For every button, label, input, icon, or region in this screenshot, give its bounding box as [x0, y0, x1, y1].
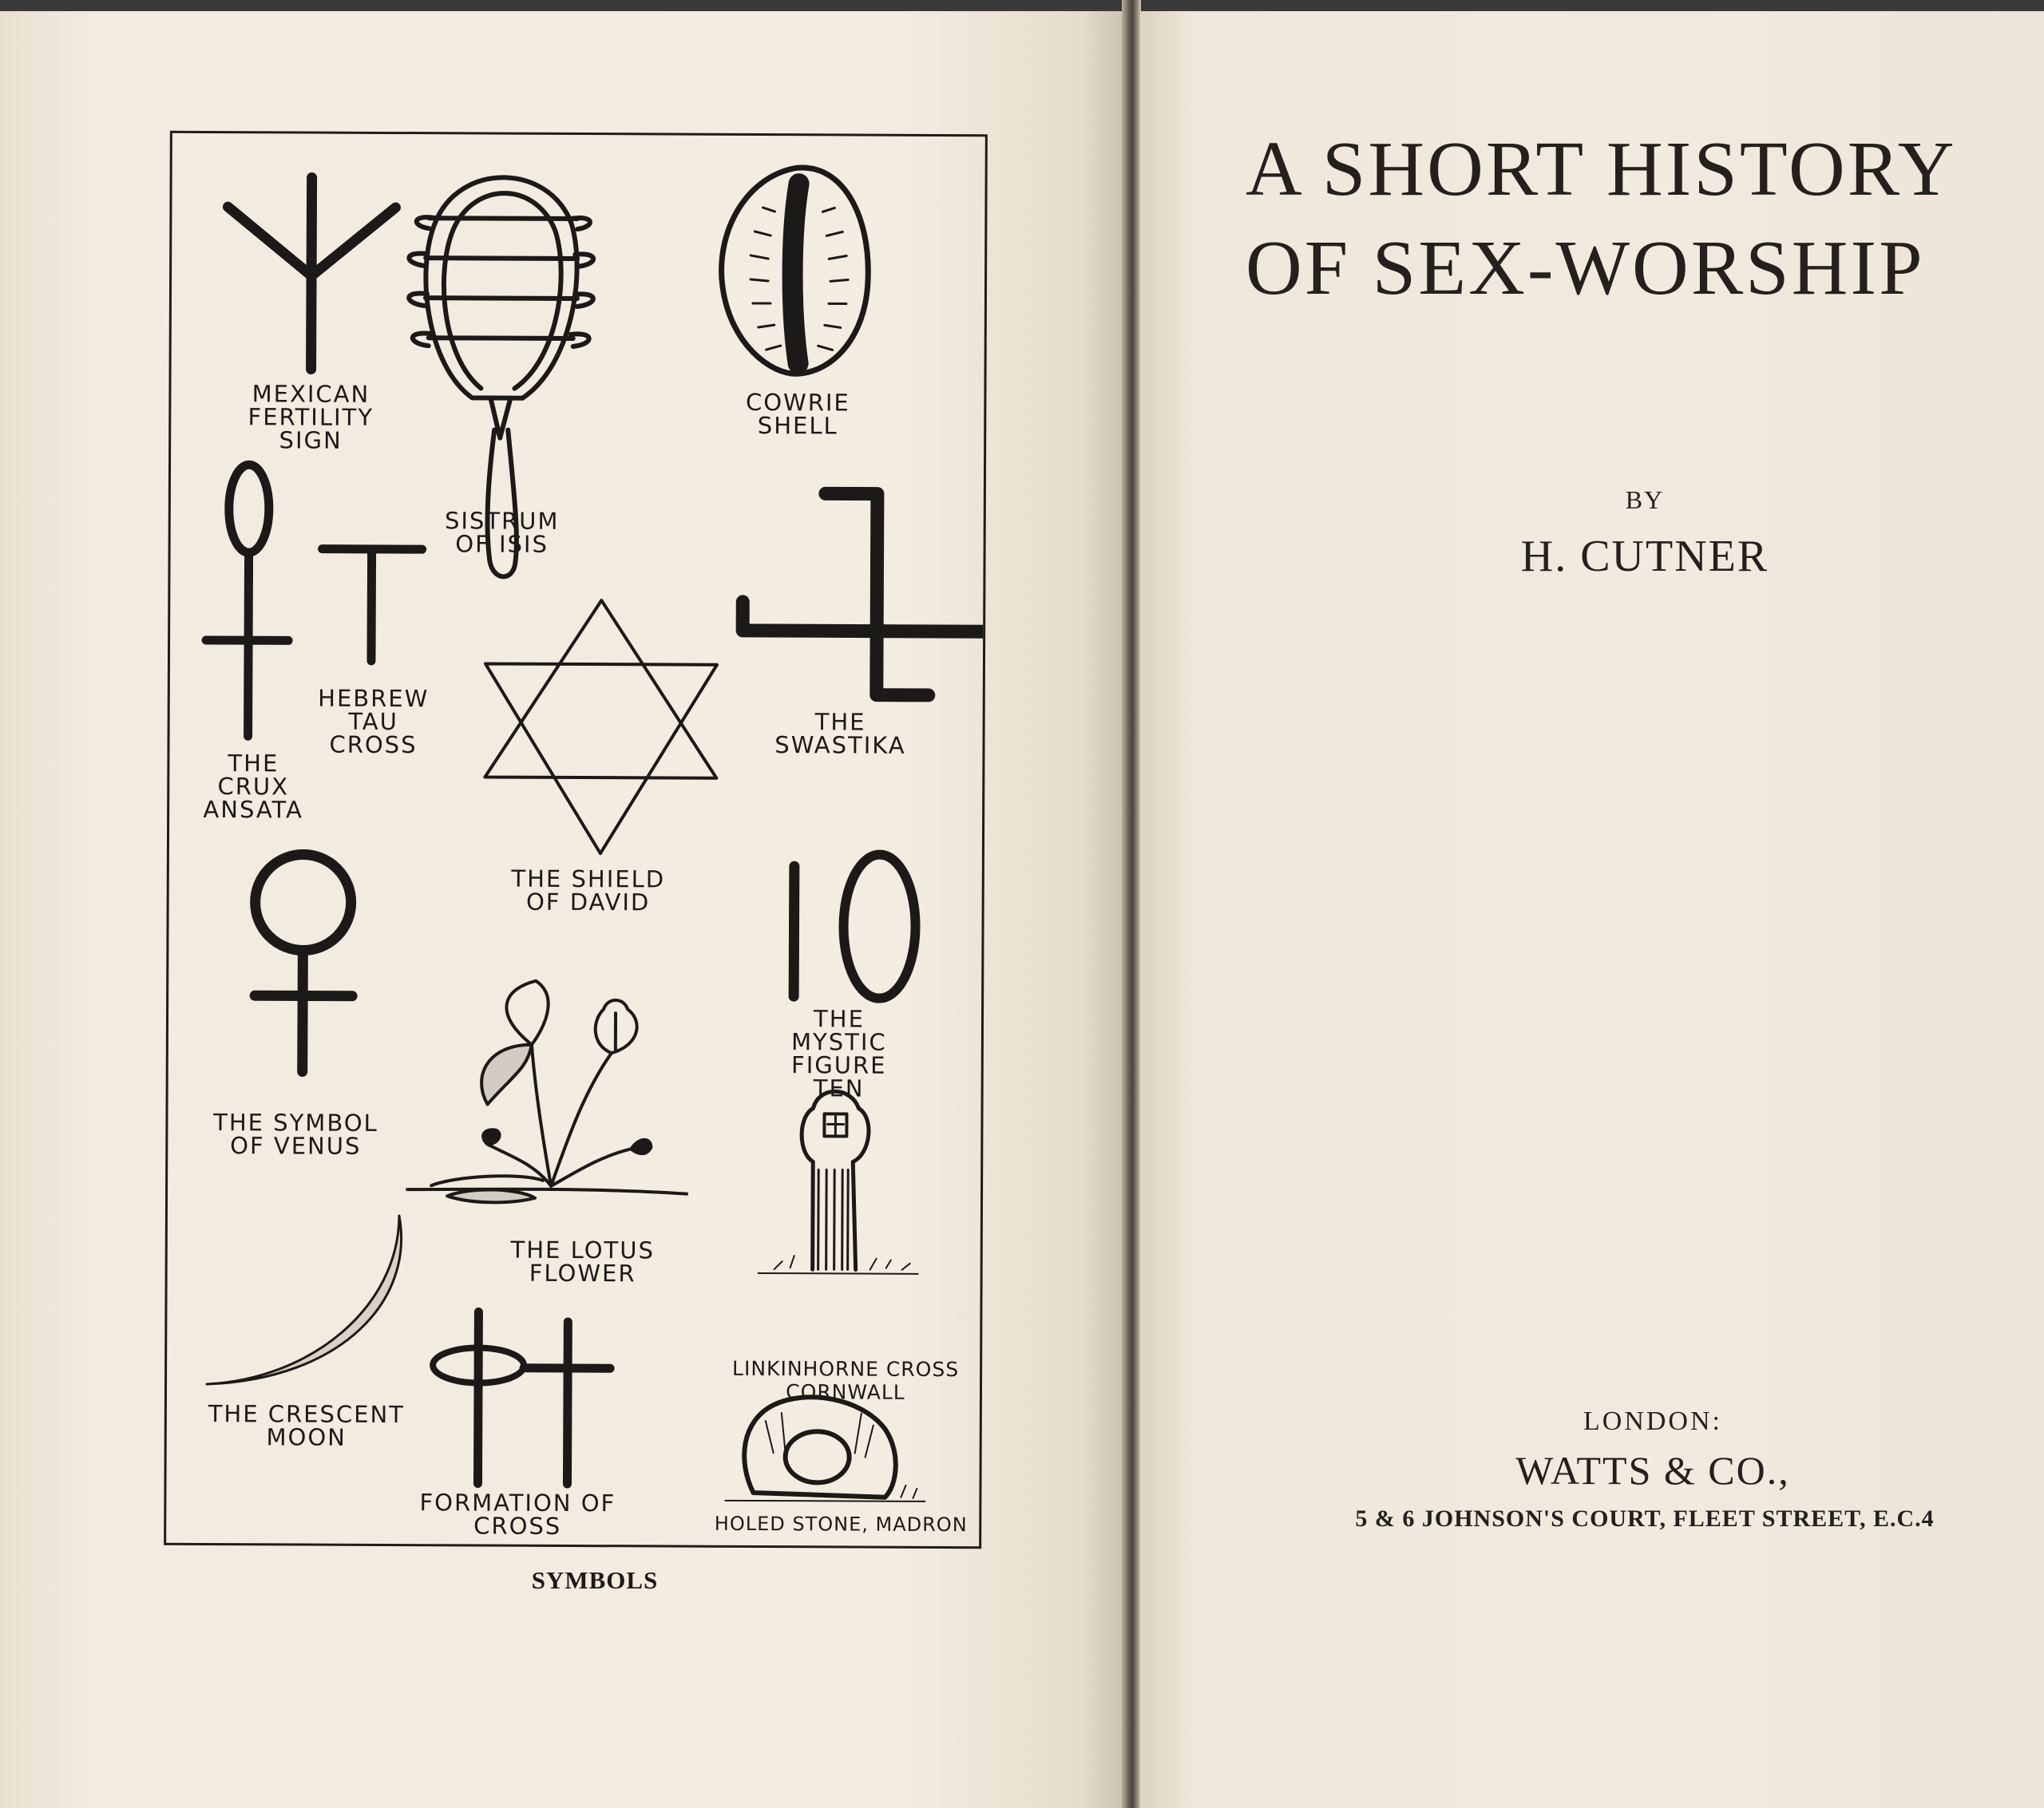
crux-ansata-icon [206, 465, 289, 736]
by-line: BY [1625, 485, 1665, 514]
cowrie-shell-icon [721, 168, 869, 374]
publisher-name: WATTS & CO., [1515, 1448, 1790, 1493]
shield-of-david-icon [485, 600, 717, 854]
symbols-plate [164, 131, 988, 1549]
hebrew-tau-cross-icon [322, 549, 422, 662]
label-holed-stone: HOLED STONE, MADRON [714, 1512, 968, 1537]
label-mexican-fertility-sign: MEXICAN FERTILITY SIGN [248, 380, 374, 454]
holed-stone-icon [725, 1397, 925, 1501]
label-swastika: THE SWASTIKA [774, 708, 906, 759]
symbols-illustration [166, 133, 985, 1546]
label-linkinhorne-cross: LINKINHORNE CROSS CORNWALL [732, 1356, 960, 1404]
linkinhorne-cross-icon [759, 1091, 919, 1274]
author-name: H. CUTNER [1520, 532, 1769, 581]
label-hebrew-tau-cross: HEBREW TAU CROSS [318, 684, 430, 759]
label-mystic-figure-ten: THE MYSTIC FIGURE TEN [790, 1005, 887, 1102]
swastika-icon [743, 493, 985, 695]
label-symbol-of-venus: THE SYMBOL OF VENUS [213, 1109, 378, 1160]
symbol-of-venus-icon [255, 854, 353, 1072]
mystic-figure-ten-icon [794, 854, 916, 999]
publisher-address: 5 & 6 JOHNSON'S COURT, FLEET STREET, E.C.4 [1355, 1505, 1935, 1532]
label-crux-ansata: THE CRUX ANSATA [203, 750, 303, 824]
label-formation-of-cross: FORMATION OF CROSS [419, 1489, 616, 1540]
left-page [0, 11, 1127, 1808]
title-line-2: OF SEX-WORSHIP [1246, 225, 1925, 311]
formation-of-cross-icon [432, 1311, 610, 1484]
book-title [1246, 120, 2044, 318]
label-lotus-flower: THE LOTUS FLOWER [510, 1236, 656, 1288]
publisher-place: LONDON: [1583, 1406, 1722, 1436]
plate-caption: SYMBOLS [531, 1566, 659, 1594]
crescent-moon-icon [207, 1215, 402, 1385]
label-crescent-moon: THE CRESCENT MOON [208, 1399, 406, 1451]
label-cowrie-shell: COWRIE SHELL [745, 388, 850, 440]
title-line-1: A SHORT HISTORY [1246, 126, 1957, 212]
lotus-flower-icon [407, 980, 687, 1203]
label-shield-of-david: THE SHIELD OF DAVID [511, 864, 666, 916]
book-gutter [1122, 0, 1141, 1808]
mexican-fertility-sign-icon [228, 177, 396, 370]
label-sistrum-of-isis: SISTRUM OF ISIS [444, 507, 560, 558]
